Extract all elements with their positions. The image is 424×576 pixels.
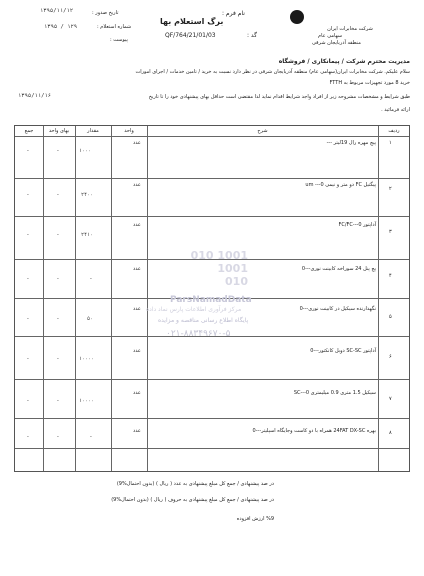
deadline-date: ۱۳۹۵/۱۱/۱۶ — [18, 93, 52, 99]
header-total: جمع — [24, 128, 34, 134]
row-6-unit-price: - — [57, 356, 59, 362]
code-label: گد : — [247, 32, 257, 39]
intro-line-2: خرید 8 مورد تجهیزات مربوط به FTTH — [329, 80, 410, 86]
row-1-quantity: ۱۰۰۰ — [79, 148, 92, 154]
row-1-number: ۱ — [389, 140, 392, 146]
row-7-total: - — [27, 398, 29, 404]
row-8-unit-price: - — [57, 434, 59, 440]
header-row-no: ردیف — [388, 128, 400, 134]
watermark-code-2: 1001 — [217, 262, 248, 275]
row-1-unit: عدد — [133, 140, 141, 146]
row-5-number: ۵ — [389, 314, 392, 320]
total-letters-label: در صد پیشنهادی / جمع کل مبلغ پیشنهادی به حروف ( ریال ) (بدون احتمال%9) — [111, 497, 274, 503]
inquiry-value: ۱۲۹ / ۱۳۹۵ — [44, 24, 78, 30]
watermark-code-1: 010 1001 — [190, 249, 248, 262]
vat-label: %9 ارزش افزوده — [236, 516, 274, 522]
row-8-total: - — [27, 434, 29, 440]
company-name: شرکت مخابرات ایران — [327, 26, 373, 32]
row-6-description: آداپتور SC-SC دوبل کانکتور---0 — [310, 348, 376, 354]
row-4-unit-price: - — [57, 276, 59, 282]
header-quantity: مقدار — [87, 128, 99, 134]
page-title: برگ استعلام بها — [160, 17, 224, 26]
form-code: QF/764/21/01/03 — [165, 32, 216, 39]
watermark-code-3: 010 — [225, 275, 248, 288]
row-8-description: بهره 24FAT DX-SC همراه با دو کاست وجایگاه اسپلیتر---0 — [252, 428, 376, 434]
row-5-description: نگهدارنده سیکیل در کابینت نوری---0 — [299, 306, 376, 312]
row-7-unit-price: - — [57, 398, 59, 404]
row-5-total: - — [27, 316, 29, 322]
row-3-quantity: ۲۴۱۰ — [81, 232, 94, 238]
row-5-quantity: ۵۰ — [87, 316, 94, 322]
row-6-number: ۶ — [389, 354, 392, 360]
row-7-description: سیکیل 1.5 متری 0.9 میلیمتری SC---0 — [293, 390, 376, 396]
row-2-unit-price: - — [57, 192, 59, 198]
telecom-logo-icon — [290, 10, 304, 24]
watermark-line-2: پایگاه اطلاع رسانی مناقصه و مزایده — [158, 317, 249, 324]
row-2-total: - — [27, 192, 29, 198]
company-subtitle: سهامی عام — [318, 33, 343, 39]
row-2-number: ۲ — [389, 186, 392, 192]
intro-line-1: سلام علیکم. شرکت مخابرات ایران(سهامی عام) منطقه آذربایجان شرقی در نظر دارد نسبت به خرید / تامین خدمات / اجرای امورات — [135, 69, 410, 75]
row-3-total: - — [27, 232, 29, 238]
row-3-description: آداپتور FC/FC---0 — [338, 222, 376, 228]
row-2-description: پیگتیل FC دو متر و نیمی um ---0 — [305, 182, 376, 188]
intro-line-4: ارائه فرمائید . — [381, 107, 410, 113]
province-name: منطقه آذربایجان شرقی — [312, 40, 361, 46]
row-3-unit-price: - — [57, 232, 59, 238]
total-digits-label: در صد پیشنهادی / جمع کل مبلغ پیشنهادی به عدد ( ریال ) (بدون احتمال%9) — [116, 481, 274, 487]
attachment-label: پیوست : — [110, 37, 128, 43]
row-1-unit-price: - — [57, 148, 59, 154]
row-3-number: ۳ — [389, 229, 392, 235]
row-2-unit: عدد — [133, 182, 141, 188]
row-3-unit: عدد — [133, 222, 141, 228]
row-1-total: - — [27, 148, 29, 154]
row-8-unit: عدد — [133, 428, 141, 434]
header-description: شرح — [257, 128, 268, 134]
header-unit: واحد — [124, 128, 134, 134]
form-name-label: نام فرم : — [222, 10, 245, 17]
parsnamad-watermark-icon — [130, 245, 250, 325]
row-2-quantity: ۲۴۰۰ — [81, 192, 94, 198]
row-4-number: ۴ — [389, 273, 392, 279]
row-4-unit: عدد — [133, 266, 141, 272]
row-4-total: - — [27, 276, 29, 282]
row-7-unit: عدد — [133, 390, 141, 396]
watermark-line-1: مرکز فرآوری اطلاعات پارس نماد داده — [146, 306, 242, 313]
greeting: مدیریت محترم شرکت / پیمانکاری / فروشگاه — [278, 58, 410, 65]
date-value: ۱۳۹۵/۱۱/۱۲ — [40, 8, 74, 14]
row-6-total: - — [27, 356, 29, 362]
date-label: تاریخ صدور : — [92, 10, 119, 16]
row-7-number: ۷ — [389, 396, 392, 402]
watermark-brand: ParsNamadData — [170, 295, 252, 305]
row-4-description: پچ پنل 24 سوراخه کابینت نوری---0 — [301, 266, 376, 272]
inquiry-label: شماره استعلام : — [97, 24, 132, 30]
row-1-description: پیچ مهره رال 19لیتر --- — [326, 140, 376, 146]
row-6-quantity: ۱۰۰۰۰ — [79, 356, 95, 362]
row-8-number: ۸ — [389, 430, 392, 436]
row-4-quantity: - — [90, 276, 92, 282]
row-5-unit: عدد — [133, 306, 141, 312]
watermark-phone: ۰۲۱-۸۸۳۴۹۶۷۰-۵ — [166, 329, 231, 339]
row-6-unit: عدد — [133, 348, 141, 354]
row-7-quantity: ۱۰۰۰۰ — [79, 398, 95, 404]
row-8-quantity: - — [90, 434, 92, 440]
header-unit-price: بهای واحد — [48, 128, 70, 134]
intro-line-3: طبق شرایط و مشخصات مشروحه زیر از افراد واجد شرایط اقدام نماید لذا مقتضی است حداقل بهای پیشنهادی خود را تا تاریخ — [148, 94, 410, 100]
row-5-unit-price: - — [57, 316, 59, 322]
